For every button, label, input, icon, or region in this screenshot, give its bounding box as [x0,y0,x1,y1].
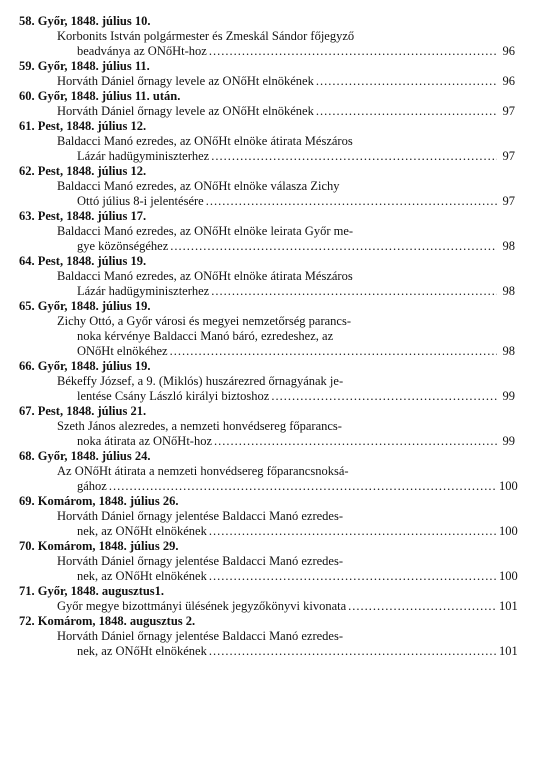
entry-heading: 62. Pest, 1848. július 12. [19,164,147,178]
entry-heading: 66. Győr, 1848. július 19. [19,359,151,373]
page-number: 97 [502,104,515,118]
description-last-line [57,569,518,584]
description-first-line: Horváth Dániel őrnagy jelentése Baldacci Manó ezredes- [57,554,343,568]
description-first-line: Baldacci Manó ezredes, az ONőHt elnöke válasza Zichy [57,179,340,193]
toc-entry [19,164,515,209]
description-last-line [57,194,515,209]
description-text: nek, az ONőHt elnökének [77,524,207,538]
toc-entry [19,449,518,494]
page-number: 100 [499,479,518,493]
description-text: Horváth Dániel őrnagy levele az ONőHt elnökének [57,74,314,88]
description-text: nek, az ONőHt elnökének [77,569,207,583]
page-number: 101 [499,599,518,613]
description-first-line: Békeffy József, a 9. (Miklós) huszárezred őrnagyának je- [57,374,344,388]
entry-heading: 67. Pest, 1848. július 21. [19,404,147,418]
description-last-line [57,344,515,359]
description-text: Lázár hadügyminiszterhez [77,149,210,163]
entry-description [19,554,518,584]
entry-description [19,374,515,404]
toc-entry [19,119,515,164]
description-last-line [57,599,518,614]
page-number: 101 [499,644,518,658]
entry-description [19,269,515,299]
description-text: Győr megye bizottmányi ülésének jegyzőkönyvi kivonata [57,599,347,613]
page-number: 97 [502,194,515,208]
dot-leader [211,284,497,299]
description-first-line: Baldacci Manó ezredes, az ONőHt elnöke átirata Mészáros [57,269,353,283]
description-text: nek, az ONőHt elnökének [77,644,207,658]
entry-description [19,464,518,494]
description-text: beadványa az ONőHt-hoz [77,44,207,58]
page-number: 96 [502,74,515,88]
dot-leader [316,74,497,89]
description-last-line [57,239,515,254]
description-first-line: Horváth Dániel őrnagy jelentése Baldacci Manó ezredes- [57,629,343,643]
entry-description [19,29,515,59]
toc-entry [19,494,518,539]
description-text: gye közönségéhez [77,239,169,253]
dot-leader [170,344,497,359]
dot-leader [206,194,497,209]
description-last-line [57,389,515,404]
toc-entry [19,209,515,254]
page-number: 100 [499,524,518,538]
entry-description [19,314,515,359]
toc-entry [19,14,515,59]
page-number: 98 [502,344,515,358]
description-last-line [57,524,518,539]
page-number: 97 [502,149,515,163]
page-number: 99 [502,389,515,403]
toc-entry [19,89,515,119]
entry-heading: 68. Győr, 1848. július 24. [19,449,151,463]
toc-entry [19,59,515,89]
entry-heading: 61. Pest, 1848. július 12. [19,119,147,133]
entry-heading: 65. Győr, 1848. július 19. [19,299,151,313]
description-first-line: Korbonits István polgármester és Zmeskál Sándor főjegyző [57,29,355,43]
entry-heading: 72. Komárom, 1848. augusztus 2. [19,614,196,628]
entry-heading: 63. Pest, 1848. július 17. [19,209,147,223]
description-text: gához [77,479,107,493]
toc-entry [19,254,515,299]
description-middle-line: noka kérvénye Baldacci Manó báró, ezredeshez, az [77,329,334,343]
dot-leader [209,644,497,659]
dot-leader [271,389,497,404]
description-text: Horváth Dániel őrnagy levele az ONőHt elnökének [57,104,314,118]
entry-heading: 60. Győr, 1848. július 11. után. [19,89,181,103]
description-last-line [57,284,515,299]
description-text: noka átirata az ONőHt-hoz [77,434,213,448]
description-text: Lázár hadügyminiszterhez [77,284,210,298]
entry-description [19,419,515,449]
description-last-line [57,149,515,164]
entry-description [19,179,515,209]
description-last-line [57,74,515,89]
dot-leader [211,149,497,164]
description-text: lentése Csány László királyi biztoshoz [77,389,270,403]
description-first-line: Szeth János alezredes, a nemzeti honvédsereg főparancs- [57,419,342,433]
description-first-line: Horváth Dániel őrnagy jelentése Baldacci Manó ezredes- [57,509,343,523]
dot-leader [348,599,497,614]
entry-heading: 69. Komárom, 1848. július 26. [19,494,179,508]
toc-entry [19,584,518,614]
description-text: ONőHt elnökéhez [77,344,168,358]
description-last-line [57,644,518,659]
description-first-line: Baldacci Manó ezredes, az ONőHt elnöke átirata Mészáros [57,134,353,148]
description-first-line: Baldacci Manó ezredes, az ONőHt elnöke leirata Győr me- [57,224,354,238]
toc-entry [19,539,518,584]
entry-description [19,224,515,254]
description-first-line: Az ONőHt átirata a nemzeti honvédsereg főparancsnoksá- [57,464,349,478]
dot-leader [214,434,497,449]
entry-heading: 64. Pest, 1848. július 19. [19,254,147,268]
dot-leader [170,239,497,254]
entry-description [19,509,518,539]
description-text: Ottó július 8-i jelentésére [77,194,204,208]
page-number: 99 [502,434,515,448]
entry-heading: 59. Győr, 1848. július 11. [19,59,150,73]
entry-description [19,134,515,164]
entry-description [19,599,518,614]
page-number: 98 [502,239,515,253]
description-first-line: Zichy Ottó, a Győr városi és megyei nemzetőrség parancs- [57,314,351,328]
entry-heading: 58. Győr, 1848. július 10. [19,14,151,28]
toc-entry [19,299,515,359]
description-last-line [57,44,515,59]
page-number: 98 [502,284,515,298]
dot-leader [316,104,497,119]
page-number: 100 [499,569,518,583]
entry-description [19,104,515,119]
toc-entry [19,614,518,659]
entry-heading: 71. Győr, 1848. augusztus1. [19,584,165,598]
dot-leader [209,569,497,584]
dot-leader [209,524,497,539]
description-last-line [57,104,515,119]
dot-leader [209,44,497,59]
toc-entry [19,359,515,404]
entry-description [19,74,515,89]
description-last-line [57,434,515,449]
page-number: 96 [502,44,515,58]
table-of-contents [19,14,518,659]
entry-description [19,629,518,659]
entry-heading: 70. Komárom, 1848. július 29. [19,539,179,553]
description-last-line [57,479,518,494]
dot-leader [109,479,497,494]
toc-entry [19,404,515,449]
